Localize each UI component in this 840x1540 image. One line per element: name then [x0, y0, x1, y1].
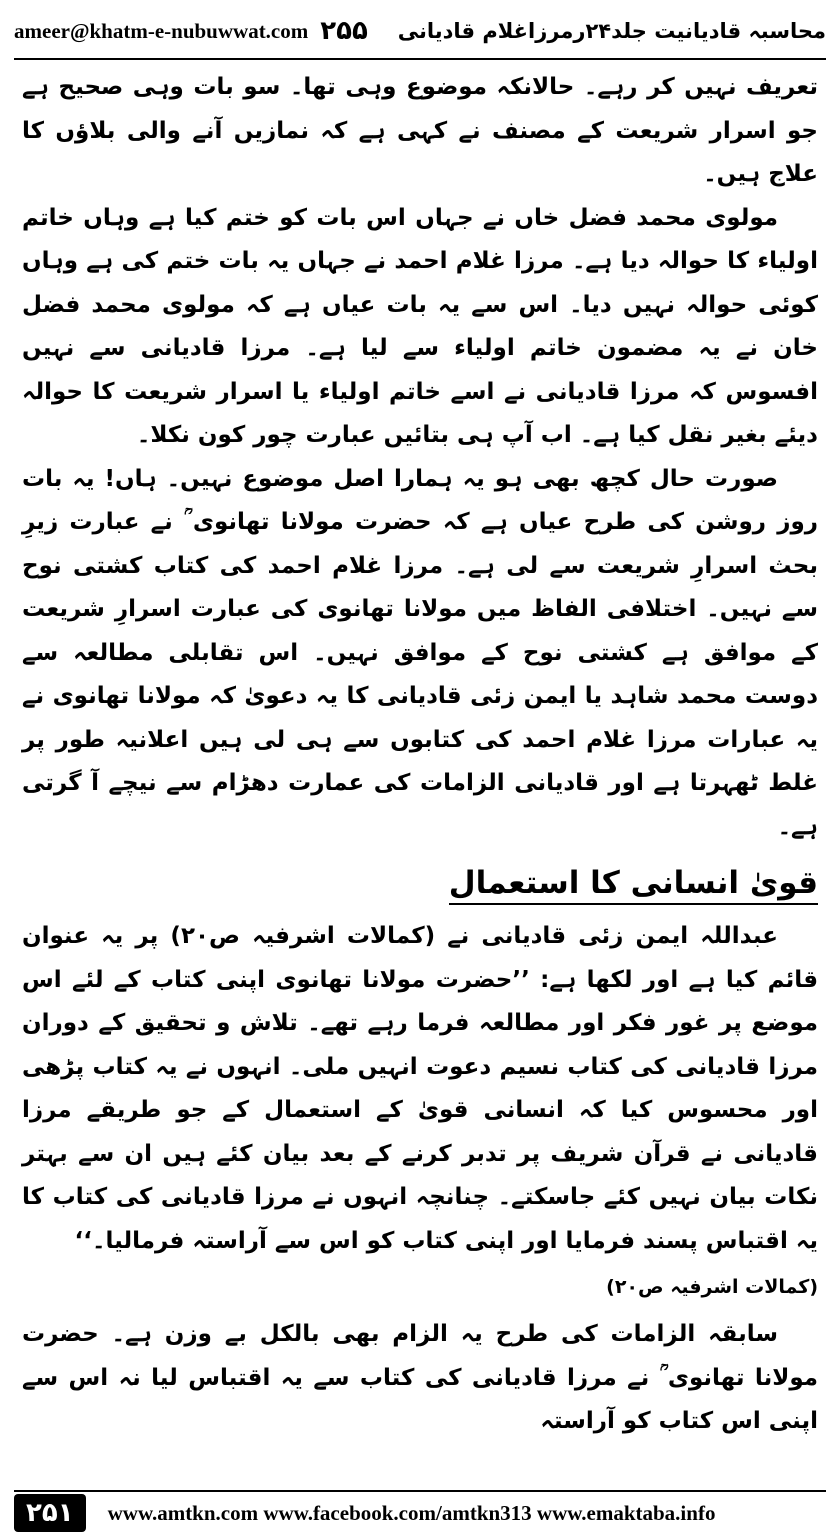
header-left	[14, 16, 368, 46]
header-email[interactable]: ameer@khatm-e-nubuwwat.com	[14, 18, 309, 43]
paragraph-intro: عبداللہ ایمن زئی قادیانی نے (کمالات اشرفیہ ص۲۰) پر یہ عنوان قائم کیا ہے اور لکھا ہے: ’’حضرت مولانا تھانوی اپنی کتاب کے لئے اس موضع پر غور فکر اور مطالعہ فرما رہے تھے۔ تلاش و تحقیق کے دوران مرزا قادیانی کی کتاب نسیم دعوت انہیں ملی۔ انہوں نے یہ کتاب پڑھی اور محسوس کیا کہ انسانی قویٰ کے استعمال کے جو طریقے مرزا قادیانی نے قرآن شریف پر تدبر کرنے کے بعد بیان کئے ہیں ان سے بہتر نکات بیان نہیں کئے جاسکتے۔ چنانچہ انہوں نے مرزا قادیانی کی کتاب کا یہ اقتباس پسند فرمایا اور اپنی کتاب کو اس سے آراستہ فرمالیا۔‘‘	[22, 923, 818, 1254]
header-rule	[14, 58, 826, 60]
header-page-number: ۲۵۵	[320, 16, 368, 46]
paragraph-2: مولوی محمد فضل خاں نے جہاں اس بات کو ختم کیا ہے وہاں خاتم اولیاء کا حوالہ دیا ہے۔ مرزا غلام احمد نے جہاں یہ بات ختم کی ہے وہاں کوئی حوالہ نہیں دیا۔ اس سے یہ بات عیاں ہے کہ مولوی محمد فضل خان نے یہ مضمون خاتم اولیاء سے لیا ہے۔ مرزا قادیانی سے نہیں افسوس کہ مرزا قادیانی نے اسے خاتم اولیاء یا اسرار شریعت کا حوالہ دیئے بغیر نقل کیا ہے۔ اب آپ ہی بتائیں عبارت چور کون نکلا۔	[22, 204, 818, 448]
paragraph-last: سابقہ الزامات کی طرح یہ الزام بھی بالکل بے وزن ہے۔ حضرت مولانا تھانوی ؒ نے مرزا قادیانی کی کتاب سے یہ اقتباس لیا نہ اس سے اپنی اس کتاب کو آراستہ	[22, 1321, 818, 1434]
page-header	[14, 8, 826, 54]
reference-citation: (کمالات اشرفیہ ص۲۰)	[606, 1276, 818, 1298]
footer-page-number: ۲۵۱	[14, 1494, 86, 1532]
paragraph-1: تعریف نہیں کر رہے۔ حالانکہ موضوع وہی تھا۔ سو بات وہی صحیح ہے جو اسرار شریعت کے مصنف نے کہی ہے کہ نمازیں آنے والی بلاؤں کا علاج ہیں۔	[22, 74, 818, 187]
section-heading	[22, 855, 818, 911]
page-body	[22, 66, 818, 1444]
section-heading-text: قویٰ انسانی کا استعمال	[449, 865, 818, 905]
page-footer	[14, 1490, 826, 1534]
header-title: محاسبہ قادیانیت جلد۲۴رمرزاغلام قادیانی	[397, 19, 826, 43]
paragraph-3: صورت حال کچھ بھی ہو یہ ہمارا اصل موضوع نہیں۔ ہاں! یہ بات روز روشن کی طرح عیاں ہے کہ حضرت مولانا تھانوی ؒ نے عبارت زیرِ بحث اسرارِ شریعت سے لی ہے۔ مرزا غلام احمد کی کتاب کشتی نوح سے نہیں۔ اختلافی الفاظ میں مولانا تھانوی کی عبارت اسرارِ شریعت کے موافق ہے کشتی نوح کے موافق نہیں۔ اس تقابلی مطالعہ سے دوست محمد شاہد یا ایمن زئی قادیانی کا یہ دعویٰ کہ مولانا تھانوی نے یہ عبارات مرزا غلام احمد کی کتابوں سے ہی لی ہیں اعلانیہ طور پر غلط ٹھہرتا ہے اور قادیانی الزامات کی عمارت دھڑام سے نیچے آ گرتی ہے۔	[22, 465, 818, 840]
footer-urls[interactable]: www.amtkn.com www.facebook.com/amtkn313 www.emaktaba.info	[107, 1500, 716, 1525]
